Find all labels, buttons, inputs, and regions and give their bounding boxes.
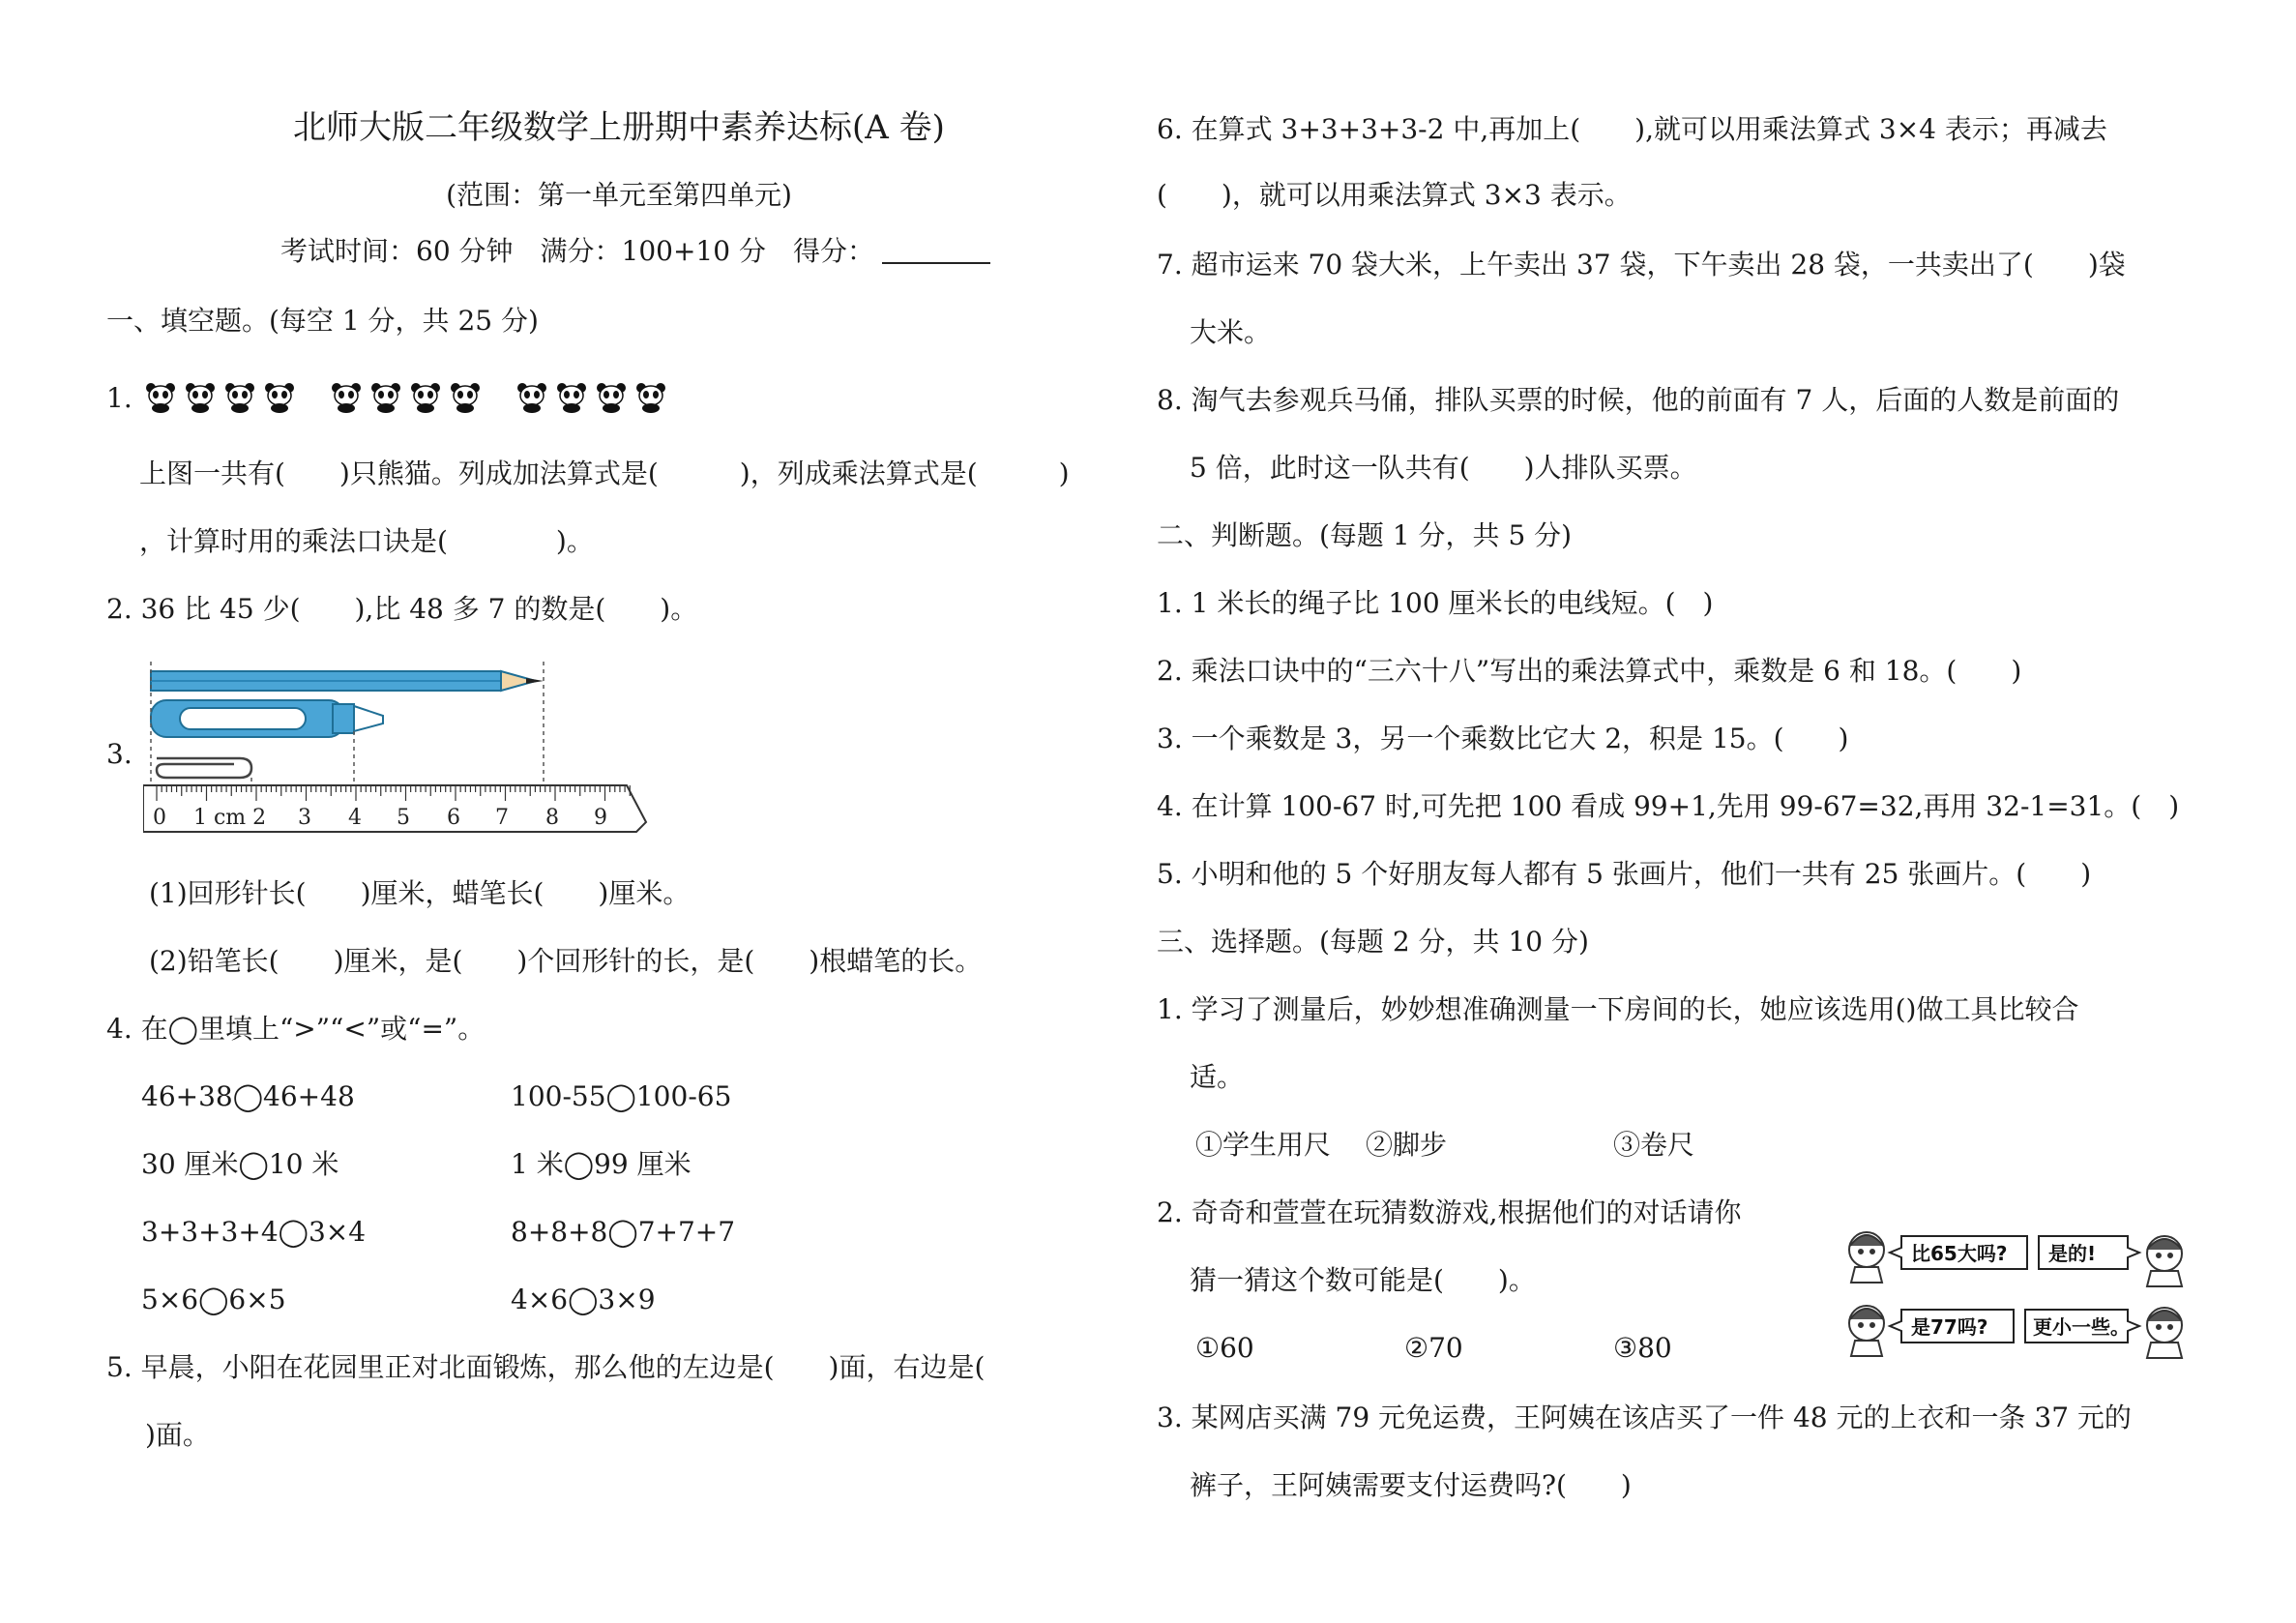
girl-avatar-icon [1849, 1232, 1884, 1283]
q3-part2: (2)铅笔长( )厘米，是( )个回形针的长，是( )根蜡笔的长。 [149, 945, 983, 977]
bubble-text: 是的! [2048, 1242, 2097, 1265]
panda-group [513, 380, 671, 413]
panda-group [327, 380, 486, 413]
q8-line2: 5 倍，此时这一队共有( )人排队买票。 [1190, 452, 1697, 484]
choice3-line1: 3. 某网店买满 79 元免运费，王阿姨在该店买了一件 48 元的上衣和一条 37 元的 [1157, 1402, 2132, 1433]
girl-avatar-icon [1849, 1306, 1884, 1356]
choice2-option: ②70 [1404, 1332, 1463, 1364]
judge-item: 5. 小明和他的 5 个好朋友每人都有 5 张画片，他们一共有 25 张画片。( ) [1157, 858, 2092, 890]
section1-heading: 一、填空题。(每空 1 分，共 25 分) [106, 305, 539, 337]
judge-item: 1. 1 米长的绳子比 100 厘米长的电线短。( ) [1157, 587, 1714, 619]
q4-item: 3+3+3+4◯3×4 [141, 1216, 367, 1248]
crayon-icon [151, 700, 383, 737]
ruler-label: 5 [397, 806, 410, 830]
panda-icon [632, 380, 670, 413]
ruler-label: 8 [545, 806, 559, 830]
pencil-icon [151, 671, 544, 691]
panda-icon [181, 380, 220, 413]
panda-icon [141, 380, 180, 413]
q3-part1: (1)回形针长( )厘米，蜡笔长( )厘米。 [149, 877, 691, 909]
boy-avatar-icon [2147, 1308, 2182, 1358]
choice1-option: ②脚步 [1366, 1129, 1448, 1161]
q1-line2: ，计算时用的乘法口诀是( )。 [139, 525, 594, 557]
section2-heading: 二、判断题。(每题 1 分，共 5 分) [1157, 519, 1573, 551]
panda-icon [513, 380, 551, 413]
choice2-line1: 2. 奇奇和萱萱在玩猜数游戏,根据他们的对话请你 [1157, 1196, 1742, 1228]
choice3-line2: 裤子，王阿姨需要支付运费吗?( ) [1190, 1469, 1632, 1501]
section3-heading: 三、选择题。(每题 2 分，共 10 分) [1157, 926, 1589, 958]
panda-icon [367, 380, 405, 413]
q1-number: 1. [106, 382, 132, 414]
q7-line1: 7. 超市运来 70 袋大米，上午卖出 37 袋，下午卖出 28 袋，一共卖出了( )袋 [1157, 249, 2126, 280]
q4-item: 1 米◯99 厘米 [511, 1148, 692, 1180]
panda-figure [141, 380, 698, 417]
panda-icon [552, 380, 591, 413]
choice1-line2: 适。 [1190, 1061, 1245, 1093]
q6-line1: 6. 在算式 3+3+3+3-2 中,再加上( ),就可以用乘法算式 3×4 表示；再减去 [1157, 113, 2107, 145]
bubble-text: 是77吗? [1911, 1315, 1988, 1339]
q4-item: 8+8+8◯7+7+7 [511, 1216, 736, 1248]
ruler-figure [143, 662, 791, 845]
choice1-option: ③卷尺 [1613, 1129, 1695, 1161]
panda-icon [221, 380, 259, 413]
panda-icon [327, 380, 366, 413]
choice2-option: ①60 [1195, 1332, 1254, 1364]
bubble-text: 更小一些。 [2033, 1315, 2130, 1339]
q1-line1: 上图一共有( )只熊猫。列成加法算式是( )，列成乘法算式是( ) [139, 457, 1070, 489]
q2-text: 2. 36 比 45 少( ),比 48 多 7 的数是( )。 [106, 593, 698, 625]
ruler-label: 3 [298, 806, 311, 830]
choice1-option: ①学生用尺 [1195, 1129, 1332, 1161]
choice1-line1: 1. 学习了测量后，妙妙想准确测量一下房间的长，她应该选用()做工具比较合 [1157, 993, 2079, 1025]
exam-scope: (范围：第一单元至第四单元) [446, 179, 792, 211]
exam-meta [280, 232, 990, 271]
judge-item: 4. 在计算 100-67 时,可先把 100 看成 99+1,先用 99-67=32,再用 32-1=31。( ) [1157, 790, 2180, 822]
judge-item: 3. 一个乘数是 3，另一个乘数比它大 2，积是 15。( ) [1157, 723, 1849, 754]
dialogue-figure [1841, 1223, 2193, 1379]
q7-line2: 大米。 [1190, 316, 1272, 348]
ruler-label: 4 [348, 806, 362, 830]
paperclip-icon [157, 758, 251, 778]
exam-meta-text: 考试时间：60 分钟 满分：100+10 分 得分： [280, 235, 874, 267]
ruler-label: 9 [594, 806, 607, 830]
ruler-label: 6 [447, 806, 460, 830]
panda-icon [446, 380, 485, 413]
panda-group [141, 380, 300, 413]
q4-item: 100-55◯100-65 [511, 1080, 732, 1112]
panda-icon [592, 380, 631, 413]
q8-line1: 8. 淘气去参观兵马俑，排队买票的时候，他的前面有 7 人，后面的人数是前面的 [1157, 384, 2120, 416]
ruler-label: 7 [495, 806, 509, 830]
q5-line1: 5. 早晨，小阳在花园里正对北面锻炼，那么他的左边是( )面，右边是( [106, 1351, 986, 1383]
score-blank[interactable] [882, 235, 990, 264]
q3-number: 3. [106, 738, 132, 770]
judge-item: 2. 乘法口诀中的“三六十八”写出的乘法算式中，乘数是 6 和 18。( ) [1157, 655, 2022, 687]
choice2-option: ③80 [1613, 1332, 1672, 1364]
q4-item: 30 厘米◯10 米 [141, 1148, 339, 1180]
q4-item: 4×6◯3×9 [511, 1284, 656, 1315]
panda-icon [406, 380, 445, 413]
ruler-label: 0 [153, 806, 166, 830]
boy-avatar-icon [2147, 1236, 2182, 1286]
q5-line2: )面。 [145, 1419, 210, 1451]
q4-heading: 4. 在◯里填上“>”“<”或“=”。 [106, 1013, 486, 1045]
q4-item: 5×6◯6×5 [141, 1284, 286, 1315]
bubble-text: 比65大吗? [1911, 1242, 2008, 1265]
panda-icon [260, 380, 299, 413]
q6-line2: ( )，就可以用乘法算式 3×3 表示。 [1157, 179, 1632, 211]
page-title: 北师大版二年级数学上册期中素养达标(A 卷) [293, 108, 945, 147]
choice2-line2: 猜一猜这个数可能是( )。 [1190, 1264, 1536, 1296]
ruler-label: 1 cm 2 [193, 806, 267, 830]
q4-item: 46+38◯46+48 [141, 1080, 355, 1112]
